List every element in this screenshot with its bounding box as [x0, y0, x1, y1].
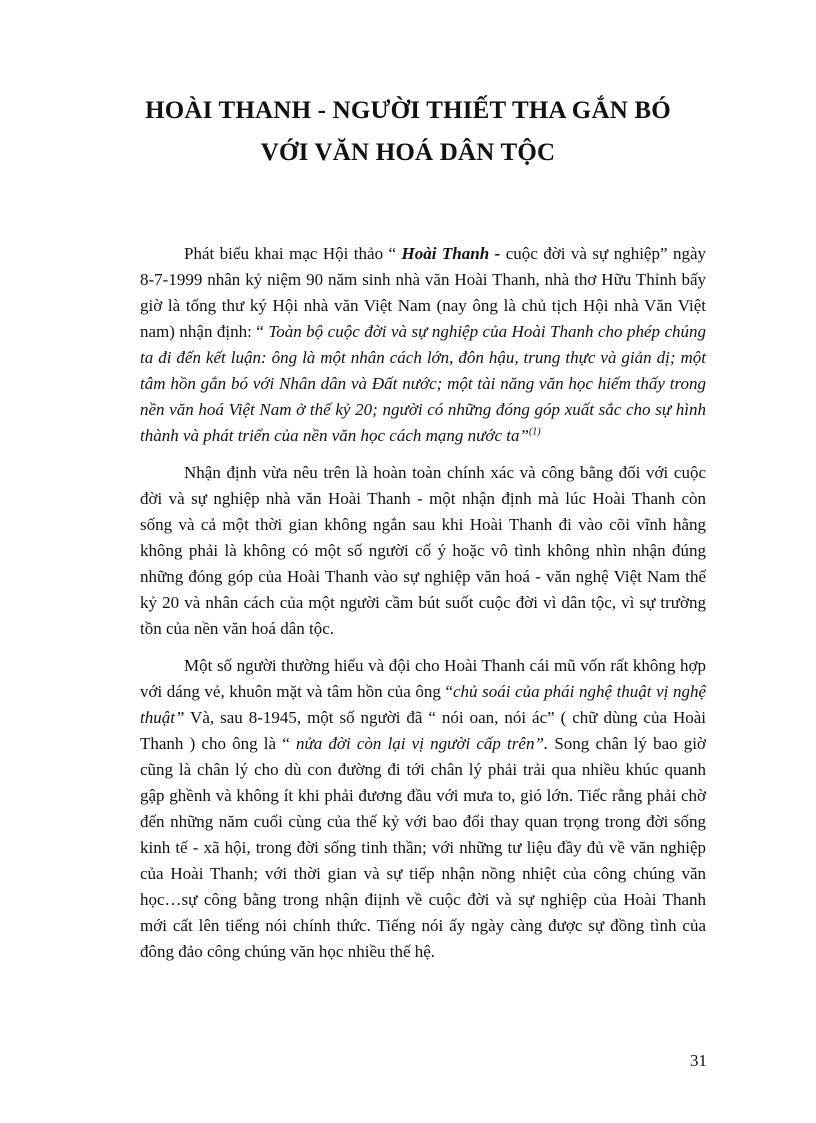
title-line-2: VỚI VĂN HOÁ DÂN TỘC [260, 139, 556, 166]
p1-text-2: cuộc đời và sự nghiệp” ngày 8-7-1999 nhân kỷ niệm 90 năm sinh nhà văn Hoài Thanh, nhà thơ Hữu Thỉnh bấy giờ là tổng thư ký Hội nhà văn Việt Nam (nay ông là chủ tịch Hội nhà Văn Việt nam) nhận định: “ [140, 244, 707, 341]
p3-text-2: Và, sau 8-1945, một số người đã “ nói oan, nói ác” ( chữ dùng của Hoài Thanh ) cho ông là “ [140, 708, 706, 753]
p1-bold-italic: Hoài Thanh - [401, 244, 501, 263]
p3-text-1: Một số người thường hiểu và đội cho Hoài Thanh cái mũ vốn rất không hợp với dáng vẻ, khuôn mặt và tâm hồn của ông “ [140, 656, 706, 701]
paragraph-3 [140, 653, 706, 965]
article-body [140, 241, 706, 976]
p1-text-1: Phát biểu khai mạc Hội thảo “ [184, 244, 402, 263]
paragraph-1 [140, 241, 706, 449]
title-line-1: HOÀI THANH - NGƯỜI THIẾT THA GẮN BÓ [145, 97, 671, 124]
p3-italic-1: chủ soái của phái nghệ thuật vị nghệ thuật” [140, 682, 706, 727]
p3-text-3: Song chân lý bao giờ cũng là chân lý cho dù con đường đi tới chân lý phải trải qua nhiều khúc quanh gập ghềnh và không ít khi phải đương đầu với mưa to, gió lớn. Tiếc rằng phải chờ đến những năm cuối cùng của thế kỷ với bao đổi thay quan trọng trong đời sống kinh tế - xã hội, trong đời sống tinh thần; với những tư liệu đầy đủ về văn nghiệp của Hoài Thanh; với thời gian và sự tiếp nhận nồng nhiệt của công chúng văn học…sự công bằng trong nhận điịnh về cuộc đời và sự nghiệp của Hoài Thanh mới cất lên tiếng nói chính thức. Tiếng nói ấy ngày càng được sự đồng tình của đông đảo công chúng văn học nhiều thế hệ. [140, 734, 707, 961]
p1-quote: Toàn bộ cuộc đời và sự nghiệp của Hoài Thanh cho phép chúng ta đi đến kết luận: ông là một nhân cách lớn, đôn hậu, trung thực và giản dị; một tâm hồn gắn bó với Nhân dân và Đất nước; một tài năng văn học hiếm thấy trong nền văn hoá Việt Nam ở thế kỷ 20; người có những đóng góp xuất sắc cho sự hình thành và phát triển của nền văn học cách mạng nước ta” [140, 322, 707, 445]
article-title [100, 90, 716, 174]
p3-italic-2: nửa đời còn lại vị người cấp trên”. [295, 734, 549, 753]
footnote-ref: (1) [528, 426, 541, 438]
paragraph-2: Nhận định vừa nêu trên là hoàn toàn chính xác và công bằng đối với cuộc đời và sự nghiệp nhà văn Hoài Thanh - một nhận định mà lúc Hoài Thanh còn sống và cả một thời gian không ngắn sau khi Hoài Thanh đi vào cõi vĩnh hằng không phải là không có một số người cố ý hoặc vô tình không nhìn nhận đúng những đóng góp của Hoài Thanh vào sự nghiệp văn hoá - văn nghệ Việt Nam thế kỷ 20 và nhân cách của một người cầm bút suốt cuộc đời vì dân tộc, vì sự trường tồn của nền văn hoá dân tộc. [140, 463, 706, 638]
page-number: 31 [690, 1051, 707, 1070]
